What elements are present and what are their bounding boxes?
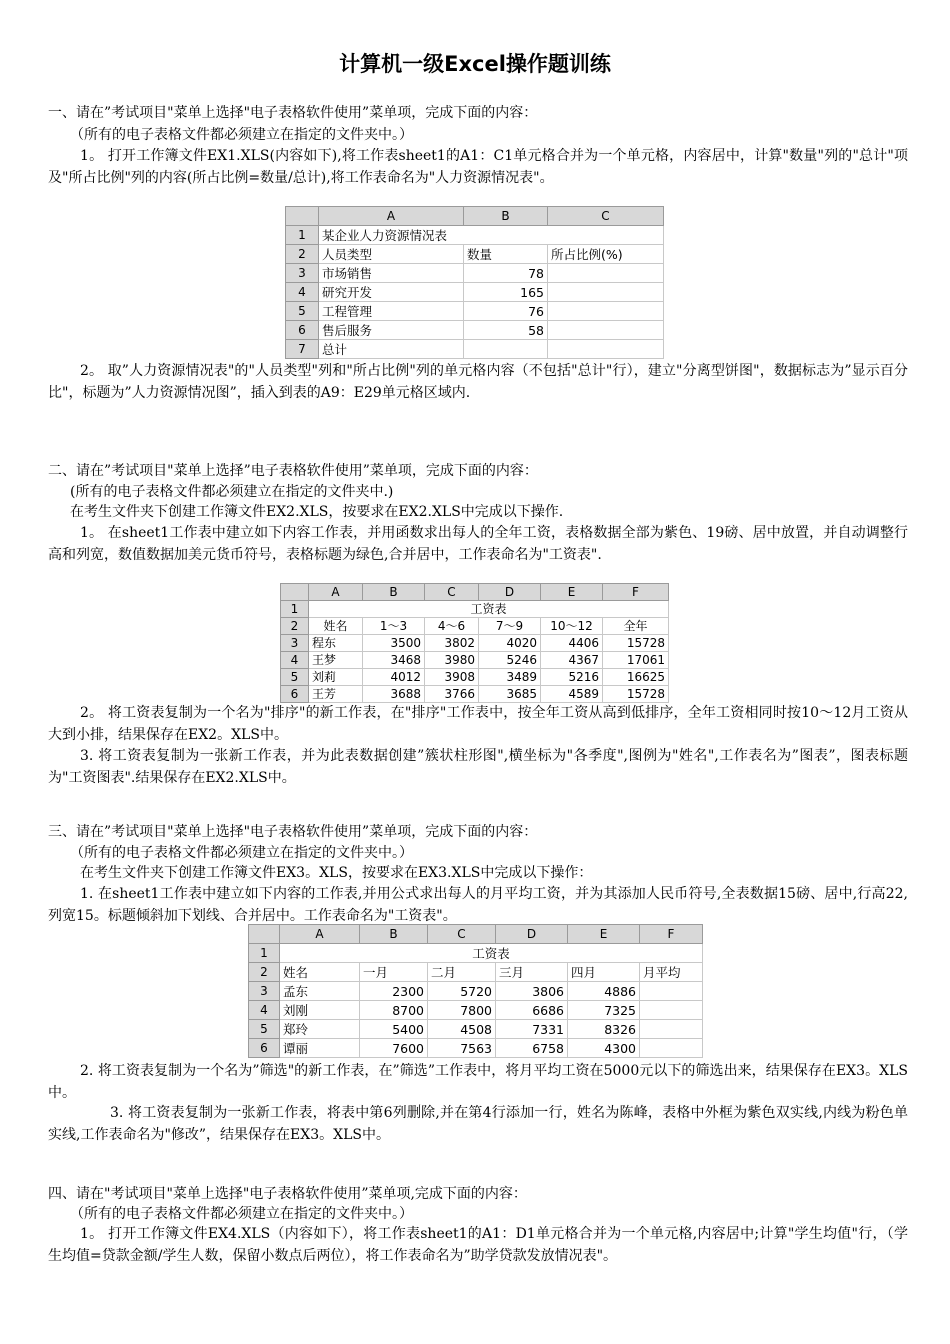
section-2-task-3: 3. 将工资表复制为一张新工作表，并为此表数据创建”簇状柱形图",横坐标为"各季度",图例为"姓名",工作表名为”图表”，图表标题为"工资图表".结果保存在EX2.XLS中。 bbox=[48, 748, 908, 786]
table-row bbox=[286, 226, 664, 245]
header-cell: 人员类型 bbox=[319, 245, 464, 264]
table-cell: 76 bbox=[464, 302, 548, 321]
table-cell: 3685 bbox=[479, 686, 541, 703]
section-2-task-2: 2。 将工资表复制为一个名为"排序"的新工作表，在"排序"工作表中，按全年工资从高到低排序，全年工资相同时按10～12月工资从大到小排，结果保存在EX2。XLS中。 bbox=[48, 705, 908, 743]
row-number: 7 bbox=[286, 340, 319, 359]
column-header: E bbox=[568, 925, 640, 944]
table-cell: 8326 bbox=[568, 1020, 640, 1039]
row-number: 1 bbox=[281, 601, 309, 618]
row-number: 5 bbox=[281, 669, 309, 686]
row-number: 2 bbox=[281, 618, 309, 635]
table-cell: 5720 bbox=[428, 982, 496, 1001]
row-number: 1 bbox=[249, 944, 280, 963]
column-header: B bbox=[464, 207, 548, 226]
table-row bbox=[249, 982, 703, 1001]
table-cell: 15728 bbox=[603, 635, 669, 652]
table-row bbox=[249, 963, 703, 982]
table-cell: 3468 bbox=[363, 652, 425, 669]
table-cell: 研究开发 bbox=[319, 283, 464, 302]
table-cell: 3489 bbox=[479, 669, 541, 686]
column-header: F bbox=[640, 925, 703, 944]
table-row bbox=[281, 686, 669, 703]
table-cell: 王梦 bbox=[309, 652, 363, 669]
table-cell bbox=[640, 1020, 703, 1039]
corner-cell bbox=[281, 584, 309, 601]
table-cell: 孟东 bbox=[280, 982, 360, 1001]
row-number: 5 bbox=[286, 302, 319, 321]
section-3-task-2: 2. 将工资表复制为一个名为”筛选"的新工作表，在”筛选”工作表中，将月平均工资在5000元以下的筛选出来，结果保存在EX3。XLS中。 bbox=[48, 1063, 908, 1101]
table-cell: 3980 bbox=[425, 652, 479, 669]
table-cell: 58 bbox=[464, 321, 548, 340]
table-row bbox=[249, 1001, 703, 1020]
table-cell: 7600 bbox=[360, 1039, 428, 1058]
table-row bbox=[249, 1039, 703, 1058]
table-cell bbox=[548, 302, 664, 321]
section-3-task-3: 3. 将工资表复制为一张新工作表，将表中第6列删除,并在第4行添加一行，姓名为陈峰，表格中外框为紫色双实线,内线为粉色单实线,工作表命名为"修改”，结果保存在EX3。XLS中。 bbox=[48, 1105, 908, 1143]
table-row bbox=[281, 618, 669, 635]
column-header: A bbox=[309, 584, 363, 601]
column-header: B bbox=[363, 584, 425, 601]
table-title-cell: 工资表 bbox=[280, 944, 703, 963]
header-cell: 1～3 bbox=[363, 618, 425, 635]
table-cell bbox=[548, 264, 664, 283]
table-cell: 4020 bbox=[479, 635, 541, 652]
section-2-heading: 二、请在”考试项目"菜单上选择”电子表格软件使用”菜单项，完成下面的内容： bbox=[48, 463, 538, 479]
spreadsheet-hr bbox=[285, 206, 664, 359]
header-cell: 10～12 bbox=[541, 618, 603, 635]
table-cell: 16625 bbox=[603, 669, 669, 686]
table-cell: 7331 bbox=[496, 1020, 568, 1039]
row-number: 3 bbox=[249, 982, 280, 1001]
row-number: 2 bbox=[286, 245, 319, 264]
table-cell: 7800 bbox=[428, 1001, 496, 1020]
table-cell bbox=[548, 321, 664, 340]
table-row bbox=[281, 601, 669, 618]
table-cell: 8700 bbox=[360, 1001, 428, 1020]
table-cell: 3688 bbox=[363, 686, 425, 703]
table-cell: 3766 bbox=[425, 686, 479, 703]
column-header: A bbox=[280, 925, 360, 944]
section-3-note: （所有的电子表格文件都必须建立在指定的文件夹中。） bbox=[70, 845, 413, 861]
table-cell: 5246 bbox=[479, 652, 541, 669]
header-cell: 姓名 bbox=[280, 963, 360, 982]
section-1-note: （所有的电子表格文件都必须建立在指定的文件夹中。） bbox=[70, 127, 413, 143]
table-cell: 工程管理 bbox=[319, 302, 464, 321]
section-1-task-1: 1。 打开工作簿文件EX1.XLS(内容如下),将工作表sheet1的A1：C1单元格合并为一个单元格，内容居中，计算"数量"列的"总计"项及"所占比例"列的内容(所占比例=数量/总计),将工作表命名为"人力资源情况表"。 bbox=[48, 148, 908, 186]
column-header: C bbox=[548, 207, 664, 226]
row-number: 1 bbox=[286, 226, 319, 245]
table-cell: 3806 bbox=[496, 982, 568, 1001]
header-cell: 姓名 bbox=[309, 618, 363, 635]
corner-cell bbox=[249, 925, 280, 944]
column-header: B bbox=[360, 925, 428, 944]
table-row bbox=[286, 245, 664, 264]
header-cell: 三月 bbox=[496, 963, 568, 982]
row-number: 4 bbox=[286, 283, 319, 302]
header-cell: 一月 bbox=[360, 963, 428, 982]
table-cell: 2300 bbox=[360, 982, 428, 1001]
header-cell: 月平均 bbox=[640, 963, 703, 982]
row-number: 5 bbox=[249, 1020, 280, 1039]
header-cell: 4～6 bbox=[425, 618, 479, 635]
table-title-cell: 工资表 bbox=[309, 601, 669, 618]
section-2-intro: 在考生文件夹下创建工作簿文件EX2.XLS，按要求在EX2.XLS中完成以下操作. bbox=[70, 504, 564, 520]
table-cell: 17061 bbox=[603, 652, 669, 669]
table-cell: 78 bbox=[464, 264, 548, 283]
column-header: F bbox=[603, 584, 669, 601]
table-cell bbox=[548, 283, 664, 302]
column-header: D bbox=[496, 925, 568, 944]
table-cell: 7563 bbox=[428, 1039, 496, 1058]
header-cell: 数量 bbox=[464, 245, 548, 264]
table-cell: 4300 bbox=[568, 1039, 640, 1058]
table-cell: 市场销售 bbox=[319, 264, 464, 283]
table-row bbox=[286, 340, 664, 359]
row-number: 6 bbox=[281, 686, 309, 703]
row-number: 2 bbox=[249, 963, 280, 982]
table-cell: 6686 bbox=[496, 1001, 568, 1020]
section-4-note: （所有的电子表格文件都必须建立在指定的文件夹中。） bbox=[70, 1206, 413, 1222]
row-number: 3 bbox=[286, 264, 319, 283]
header-cell: 二月 bbox=[428, 963, 496, 982]
header-cell: 所占比例(%) bbox=[548, 245, 664, 264]
section-1-task-2: 2。 取”人力资源情况表"的"人员类型"列和"所占比例"列的单元格内容（不包括"总计"行），建立"分离型饼图"，数据标志为”显示百分比"，标题为”人力资源情况图”，插入到表的A9：E29单元格区域内. bbox=[48, 363, 908, 401]
row-number: 3 bbox=[281, 635, 309, 652]
column-header: C bbox=[425, 584, 479, 601]
table-cell: 4508 bbox=[428, 1020, 496, 1039]
table-title-cell: 某企业人力资源情况表 bbox=[319, 226, 664, 245]
table-cell: 3908 bbox=[425, 669, 479, 686]
table-row bbox=[249, 1020, 703, 1039]
column-header: A bbox=[319, 207, 464, 226]
row-number: 4 bbox=[281, 652, 309, 669]
table-cell: 6758 bbox=[496, 1039, 568, 1058]
table-cell: 4406 bbox=[541, 635, 603, 652]
table-cell: 5400 bbox=[360, 1020, 428, 1039]
table-cell: 刘刚 bbox=[280, 1001, 360, 1020]
table-row bbox=[286, 283, 664, 302]
table-cell: 程东 bbox=[309, 635, 363, 652]
corner-cell bbox=[286, 207, 319, 226]
table-cell: 4886 bbox=[568, 982, 640, 1001]
table-row bbox=[286, 264, 664, 283]
section-4-heading: 四、请在"考试项目"菜单上选择"电子表格软件使用”菜单项,完成下面的内容： bbox=[48, 1186, 527, 1202]
page-title: 计算机一级Excel操作题训练 bbox=[339, 52, 611, 76]
table-cell: 5216 bbox=[541, 669, 603, 686]
table-cell: 刘莉 bbox=[309, 669, 363, 686]
table-row bbox=[286, 302, 664, 321]
table-cell: 售后服务 bbox=[319, 321, 464, 340]
table-cell: 4012 bbox=[363, 669, 425, 686]
section-3-heading: 三、请在”考试项目"菜单上选择"电子表格软件使用”菜单项，完成下面的内容： bbox=[48, 824, 538, 840]
table-cell: 4367 bbox=[541, 652, 603, 669]
section-3-intro: 在考生文件夹下创建工作簿文件EX3。XLS，按要求在EX3.XLS中完成以下操作： bbox=[80, 865, 593, 881]
table-cell bbox=[640, 1001, 703, 1020]
section-2-task-1: 1。 在sheet1工作表中建立如下内容工作表，并用函数求出每人的全年工资，表格数据全部为紫色、19磅、居中放置，并自动调整行高和列宽，数值数据加美元货币符号，表格标题为绿色,合并居中，工作表命名为"工资表". bbox=[48, 525, 908, 563]
section-4-task-1: 1。 打开工作簿文件EX4.XLS（内容如下），将工作表sheet1的A1：D1单元格合并为一个单元格,内容居中;计算"学生均值"行，（学生均值=贷款金额/学生人数，保留小数点后两位），将工作表命名为”助学贷款发放情况表"。 bbox=[48, 1226, 908, 1264]
header-cell: 四月 bbox=[568, 963, 640, 982]
table-cell bbox=[640, 1039, 703, 1058]
section-3-task-1: 1. 在sheet1工作表中建立如下内容的工作表,并用公式求出每人的月平均工资，并为其添加人民币符号,全表数据15磅、居中,行高22,列宽15。标题倾斜加下划线、合并居中。工作表命名为"工资表"。 bbox=[48, 886, 908, 924]
row-number: 6 bbox=[286, 321, 319, 340]
table-cell: 15728 bbox=[603, 686, 669, 703]
column-header: E bbox=[541, 584, 603, 601]
table-cell: 总计 bbox=[319, 340, 464, 359]
table-row bbox=[249, 944, 703, 963]
table-row bbox=[281, 652, 669, 669]
section-2-note: (所有的电子表格文件都必须建立在指定的文件夹中.) bbox=[70, 484, 394, 500]
spreadsheet-salary-ex3 bbox=[248, 924, 703, 1058]
table-row bbox=[281, 635, 669, 652]
header-cell: 全年 bbox=[603, 618, 669, 635]
column-header: D bbox=[479, 584, 541, 601]
header-cell: 7～9 bbox=[479, 618, 541, 635]
table-cell: 4589 bbox=[541, 686, 603, 703]
table-cell bbox=[640, 982, 703, 1001]
row-number: 4 bbox=[249, 1001, 280, 1020]
table-cell: 谭丽 bbox=[280, 1039, 360, 1058]
table-cell: 165 bbox=[464, 283, 548, 302]
table-cell bbox=[464, 340, 548, 359]
table-cell: 7325 bbox=[568, 1001, 640, 1020]
table-cell: 王芳 bbox=[309, 686, 363, 703]
column-header: C bbox=[428, 925, 496, 944]
table-cell: 郑玲 bbox=[280, 1020, 360, 1039]
table-cell: 3802 bbox=[425, 635, 479, 652]
table-cell bbox=[548, 340, 664, 359]
table-row bbox=[281, 669, 669, 686]
section-1-heading: 一、请在”考试项目"菜单上选择"电子表格软件使用”菜单项，完成下面的内容： bbox=[48, 105, 538, 121]
table-row bbox=[286, 321, 664, 340]
spreadsheet-salary-ex2 bbox=[280, 583, 669, 703]
table-cell: 3500 bbox=[363, 635, 425, 652]
row-number: 6 bbox=[249, 1039, 280, 1058]
